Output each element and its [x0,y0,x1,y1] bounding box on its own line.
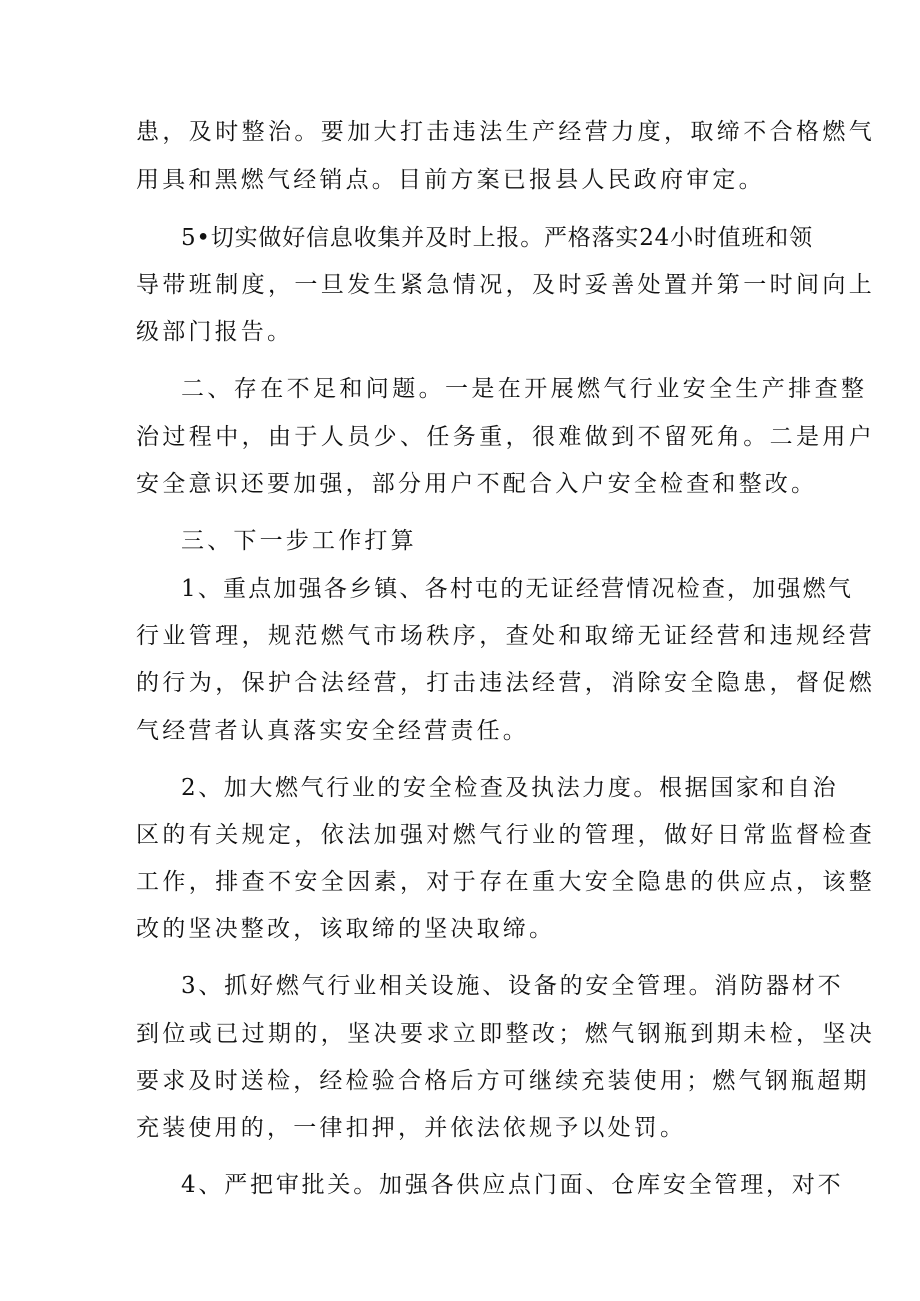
text-line: 行业管理，规范燃气市场秩序，查处和取缔无证经营和违规经营 [136,623,876,649]
text-line: 治过程中，由于人员少、任务重，很难做到不留死角。二是用户 [136,424,876,450]
text-line: 的行为，保护合法经营，打击违法经营，消除安全隐患，督促燃 [136,670,876,696]
section-heading: 三、下一步工作打算 [181,528,417,554]
text-line: 改的坚决整改，该取缔的坚决取缔。 [136,916,556,942]
text-line: 二、存在不足和问题。一是在开展燃气行业安全生产排查整 [181,376,868,402]
text-line: 工作，排查不安全因素，对于存在重大安全隐患的供应点，该整 [136,869,876,895]
text-line: 区的有关规定，依法加强对燃气行业的管理，做好日常监督检查 [136,822,876,848]
text-line: 充装使用的，一律扣押，并依法依规予以处罚。 [136,1115,687,1141]
text-line: 气经营者认真落实安全经营责任。 [136,718,529,744]
text-line: 用具和黑燃气经销点。目前方案已报县人民政府审定。 [136,167,765,193]
text-line: 要求及时送检，经检验合格后方可继续充装使用；燃气钢瓶超期 [136,1068,870,1094]
text-line: 安全意识还要加强，部分用户不配合入户安全检查和整改。 [136,471,818,497]
text-line: 导带班制度，一旦发生紧急情况，及时妥善处置并第一时间向上 [136,272,876,298]
text-line: 5•切实做好信息收集并及时上报。严格落实24小时值班和领 [181,225,813,251]
text-line: 1、重点加强各乡镇、各村屯的无证经营情况检查，加强燃气 [181,576,854,602]
text-line: 2、加大燃气行业的安全检查及执法力度。根据国家和自治 [181,775,839,801]
text-line: 级部门报告。 [136,319,294,345]
text-line: 患，及时整治。要加大打击违法生产经营力度，取缔不合格燃气 [136,119,876,145]
text-line: 3、抓好燃气行业相关设施、设备的安全管理。消防器材不 [181,973,844,999]
text-line: 4、严把审批关。加强各供应点门面、仓库安全管理，对不 [181,1172,844,1198]
text-line: 到位或已过期的，坚决要求立即整改；燃气钢瓶到期未检，坚决 [136,1021,876,1047]
